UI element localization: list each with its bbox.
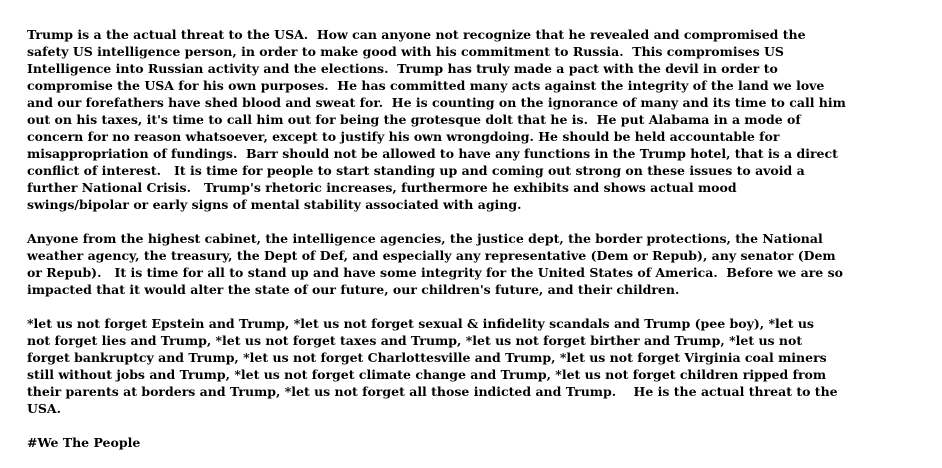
text-line: or Repub). It is time for all to stand up and have some integrity for the United States of America. Before we are so <box>27 265 843 280</box>
text-line: weather agency, the treasury, the Dept of Def, and especially any representative (Dem or Repub), any senator (Dem <box>27 248 836 263</box>
text-line: *let us not forget Epstein and Trump, *let us not forget sexual & infidelity scandals and Trump (pee boy), *let us <box>27 316 814 331</box>
text-line: further National Crisis. Trump's rhetoric increases, furthermore he exhibits and shows actual mood <box>27 180 737 195</box>
text-line: USA. <box>27 401 61 416</box>
text-line: safety US intelligence person, in order to make good with his commitment to Russia. This compromises US <box>27 44 784 59</box>
text-line: Trump is a the actual threat to the USA. How can anyone not recognize that he revealed and compromised the <box>27 27 806 42</box>
hashtag-text: #We The People <box>27 435 141 450</box>
text-line: compromise the USA for his own purposes. He has committed many acts against the integrity of the land we love <box>27 78 825 93</box>
text-line: out on his taxes, it's time to call him out for being the grotesque dolt that he is. He put Alabama in a mode of <box>27 112 801 127</box>
paragraph-threat <box>27 26 917 213</box>
text-line: impacted that it would alter the state of our future, our children's future, and their children. <box>27 282 680 297</box>
document-body <box>27 26 917 468</box>
text-line: still without jobs and Trump, *let us not forget climate change and Trump, *let us not forget children ripped from <box>27 367 827 382</box>
paragraph-let-us-not-forget <box>27 315 917 417</box>
hashtag-line <box>27 434 917 451</box>
text-line: conflict of interest. It is time for people to start standing up and coming out strong on these issues to avoid a <box>27 163 805 178</box>
text-line: misappropriation of fundings. Barr should not be allowed to have any functions in the Trump hotel, that is a direct <box>27 146 838 161</box>
text-line: forget bankruptcy and Trump, *let us not forget Charlottesville and Trump, *let us not forget Virginia coal miners <box>27 350 827 365</box>
text-line: Intelligence into Russian activity and the elections. Trump has truly made a pact with the devil in order to <box>27 61 778 76</box>
text-line: their parents at borders and Trump, *let us not forget all those indicted and Trump. He is the actual threat to the <box>27 384 838 399</box>
paragraph-call-to-action <box>27 230 917 298</box>
text-line: concern for no reason whatsoever, except to justify his own wrongdoing. He should be held accountable for <box>27 129 780 144</box>
text-line: and our forefathers have shed blood and sweat for. He is counting on the ignorance of many and its time to call him <box>27 95 846 110</box>
text-line: Anyone from the highest cabinet, the intelligence agencies, the justice dept, the border protections, the National <box>27 231 823 246</box>
text-line: not forget lies and Trump, *let us not forget taxes and Trump, *let us not forget birther and Trump, *let us not <box>27 333 803 348</box>
text-line: swings/bipolar or early signs of mental stability associated with aging. <box>27 197 522 212</box>
